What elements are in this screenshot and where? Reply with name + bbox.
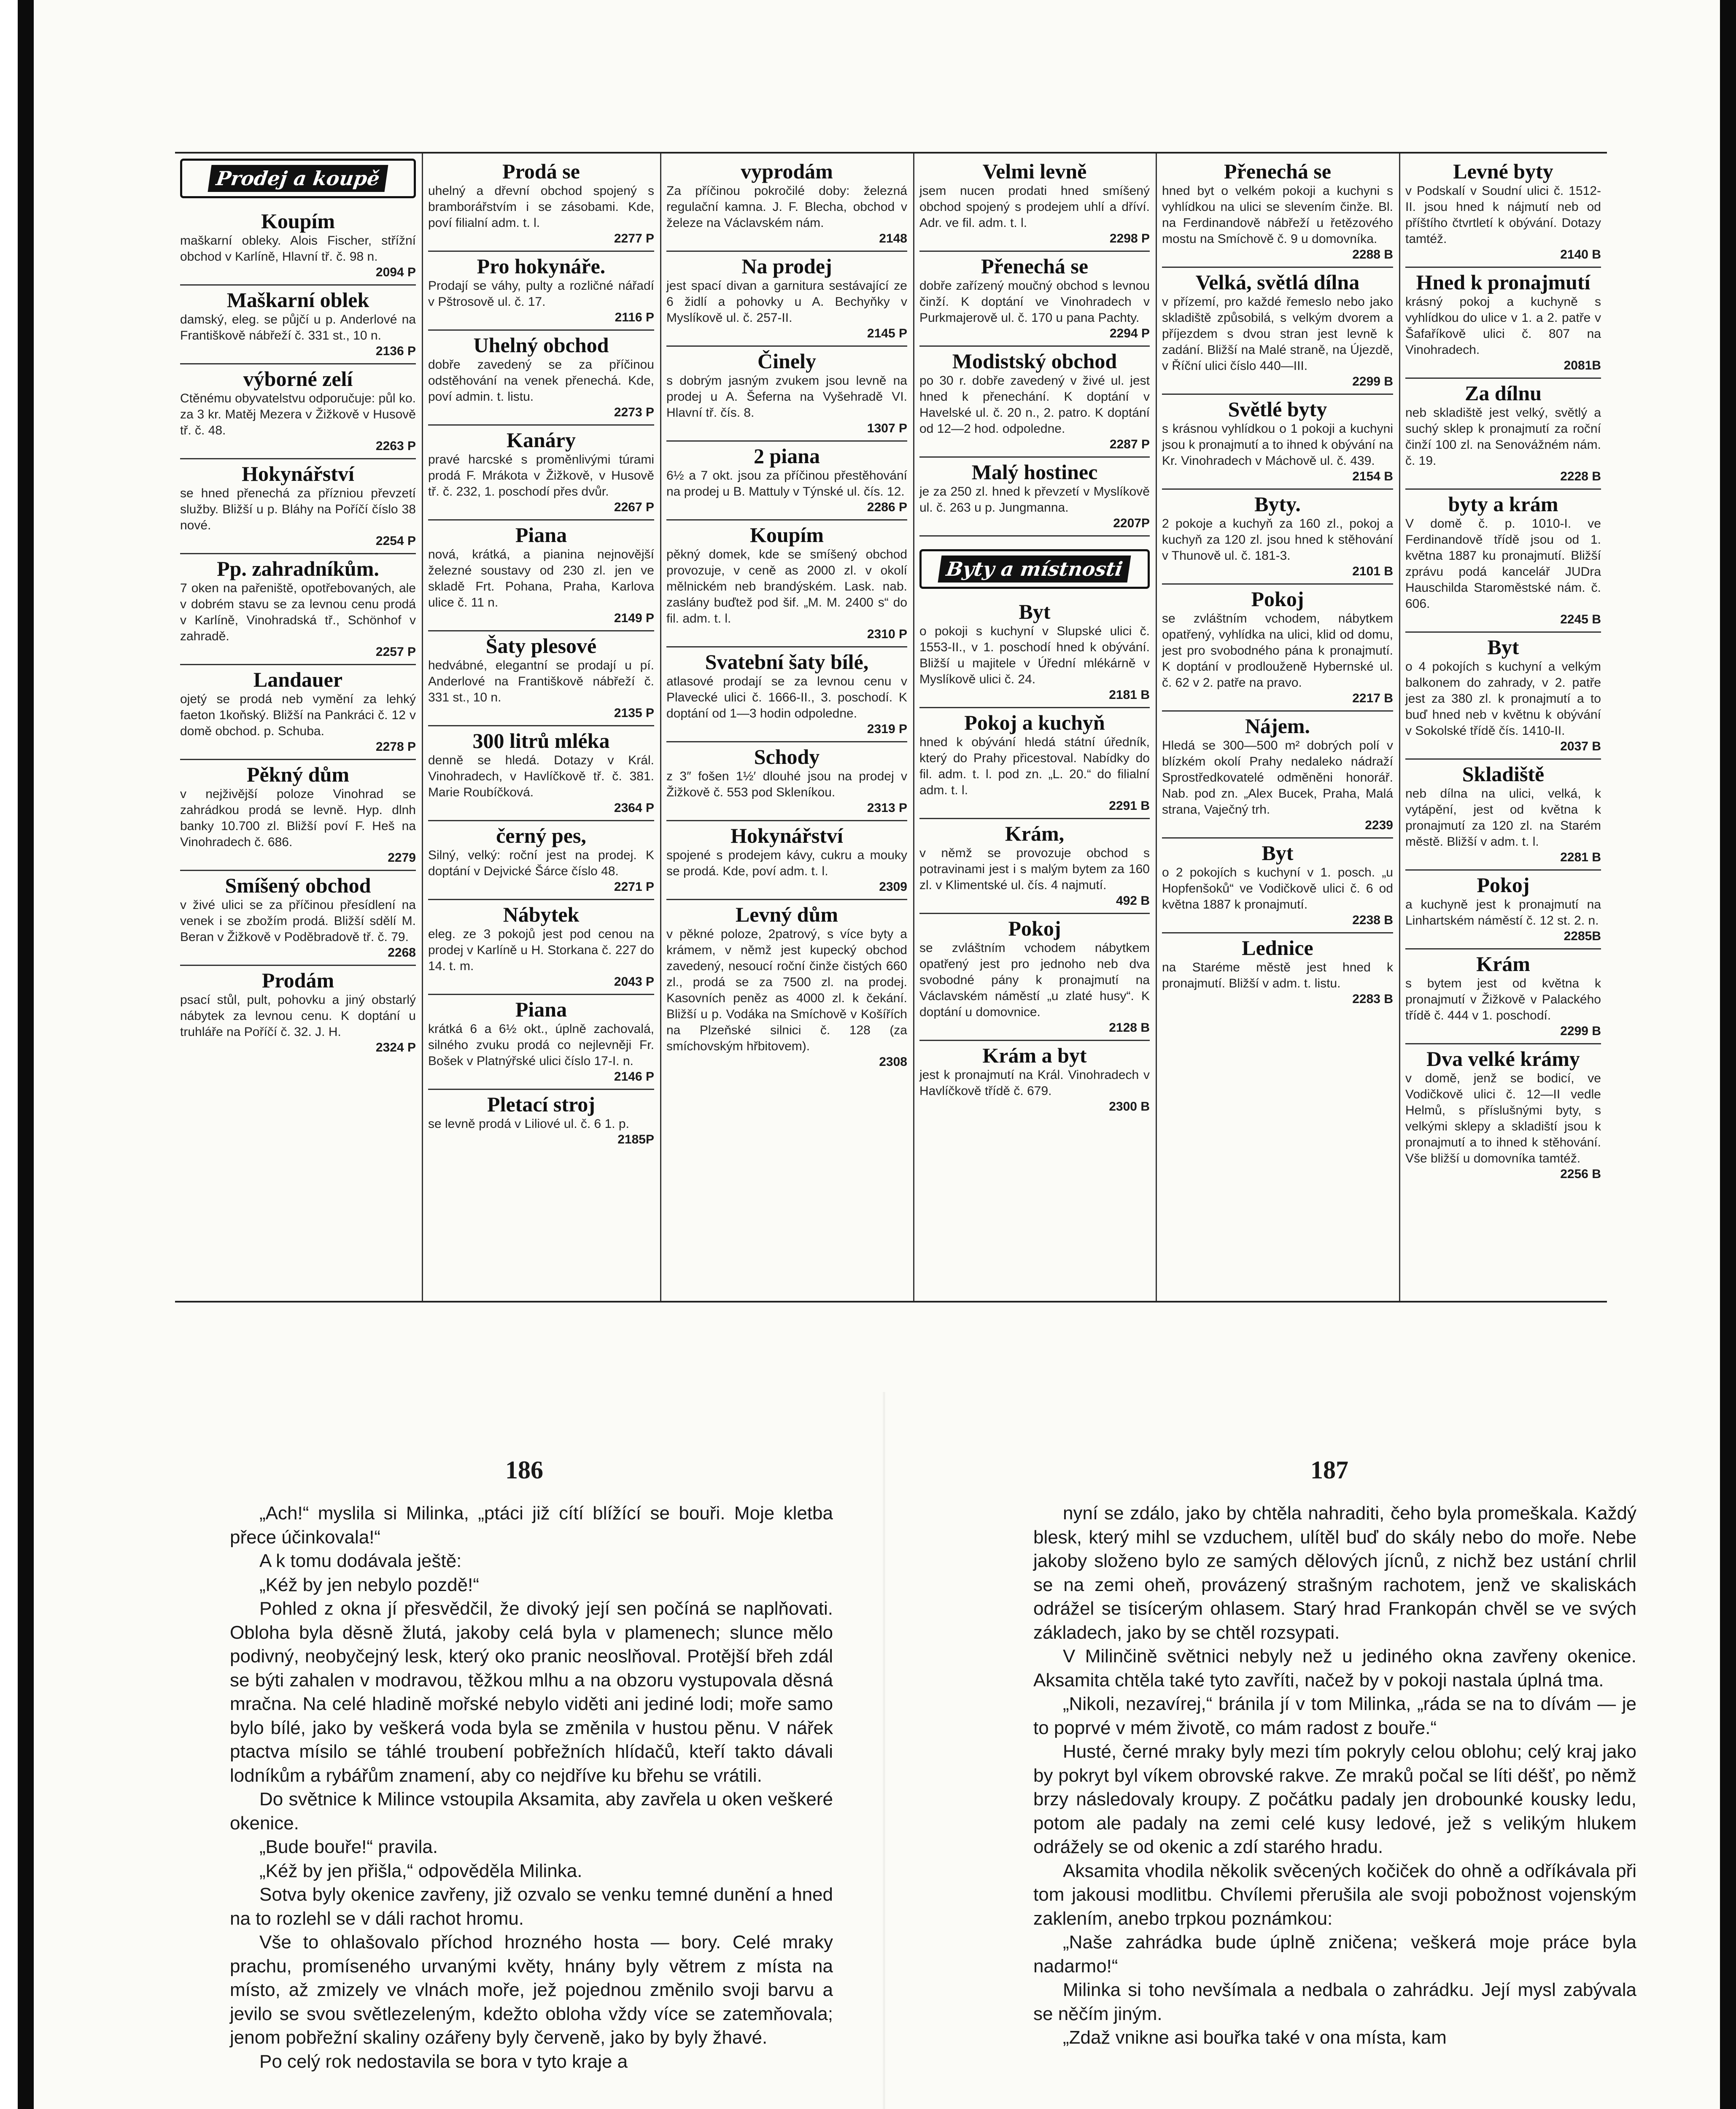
ads-column	[423, 154, 661, 1301]
ad-title: Koupím	[261, 209, 335, 233]
ad-code: 2263 P	[375, 439, 416, 453]
ad-text: dobře zavedený se za příčinou odstěhování na venek přenechá. Kde, poví admin. t. listu.	[428, 358, 654, 404]
ad-title: Lednice	[1242, 936, 1313, 960]
classified-ad	[1162, 395, 1393, 490]
ad-code: 2081B	[1563, 359, 1601, 372]
ad-title: Hned k pronajmutí	[1416, 270, 1590, 294]
ad-code: 2273 P	[614, 405, 654, 419]
ad-text: v živé ulici se za příčinou přesídlení na venek i se zbožím prodá. Bližší sdělí M. Beran v Žižkově v Poděbradově tř. č. 79.	[180, 898, 416, 944]
ad-code: 2149 P	[614, 611, 654, 625]
ad-code: 2181 B	[1109, 688, 1150, 702]
ad-title: Pletací stroj	[487, 1092, 595, 1116]
ad-title: Dva velké krámy	[1426, 1047, 1580, 1071]
ad-code: 2309	[879, 880, 907, 894]
classified-ad	[919, 458, 1150, 537]
ad-title: Světlé byty	[1228, 397, 1327, 421]
ad-title: Modistský obchod	[952, 349, 1117, 373]
ad-title: Krám a byt	[982, 1044, 1087, 1067]
ads-column	[1400, 154, 1607, 1301]
classified-ad	[919, 708, 1150, 819]
ad-text: v Podskalí v Soudní ulici č. 1512-II. jsou hned k nájmutí neb od příštího čtvrtletí k obývání. Dotazy tamtéž.	[1405, 184, 1601, 246]
ad-text: hned byt o velkém pokoji a kuchyni s vyhlídkou na ulici se slevením činže. Bl. na Ferdinandově nábřeží u řetězového mostu na Smíchově č. 9 u domovníka.	[1162, 184, 1393, 246]
ad-title: Šaty plesové	[485, 634, 597, 658]
ad-text: z 3″ fošen 1½′ dlouhé jsou na prodej v Žižkově č. 553 pod Skleníkou.	[666, 769, 907, 799]
ad-code: 2207P	[1113, 516, 1150, 530]
classified-ad	[428, 331, 654, 426]
ad-code: 2294 P	[1109, 326, 1150, 340]
classified-ad	[1405, 760, 1601, 871]
classified-ad	[666, 742, 907, 821]
story-paragraph: „Naše zahrádka bude úplně zničena; veškerá moje práce byla nadarmo!“	[1033, 1932, 1636, 1977]
classified-ad	[180, 760, 416, 871]
ad-code: 2281 B	[1560, 850, 1601, 864]
ad-code: 2154 B	[1352, 469, 1393, 483]
classified-ad	[428, 521, 654, 631]
ad-code: 2285B	[1563, 929, 1601, 943]
ad-title: Hokynářství	[242, 462, 354, 485]
ad-text: v němž se provozuje obchod s potravinami jest i s malým bytem za 160 zl. v Klimentské ul. čís. 4 najmutí.	[919, 846, 1150, 892]
ad-title: Koupím	[749, 523, 824, 547]
ad-title: Pokoj	[1008, 917, 1061, 940]
ad-text: o 4 pokojích s kuchyní a velkým balkonem do zahrady, v 2. patře jest za 380 zl. k pronajmutí a to buď hned neb v květnu k obývání v Sokolské třídě čís. 1410-II.	[1405, 660, 1601, 738]
ad-title: Na prodej	[741, 254, 832, 278]
story-paragraph: „Nikoli, nezavírej,“ bránila jí v tom Milinka, „ráda se na to dívám — je to poprvé v mém životě, co mám radost z bouře.“	[1033, 1694, 1636, 1738]
ad-title: Schody	[754, 745, 820, 769]
classified-ad	[1162, 490, 1393, 585]
ad-title: Kanáry	[507, 428, 576, 452]
ad-text: maškarní obleky. Alois Fischer, střížní obchod v Karlíně, Hlavní tř. č. 98 n.	[180, 234, 416, 264]
story-paragraph: Vše to ohlašovalo příchod hrozného hosta — bory. Celé mraky prachu, promíseného urvanými květy, hnány byly větrem z místa na místo, až zmizely ve vlnách moře, jež pojednou změnilo svoji barvu a jevilo se svou světlezeleným, kdežto obloha vždy více se zatemňovala; jenom pobřežní skaliny ozářeny byly červeně, jako by byly žhavé.	[230, 1932, 833, 2048]
ad-code: 2245 B	[1560, 612, 1601, 626]
story-paragraph: Milinka si toho nevšímala a nedbala o zahrádku. Její mysl zabývala se něčím jiným.	[1033, 1980, 1636, 2024]
ad-code: 2094 P	[375, 265, 416, 279]
page-fold	[882, 1392, 886, 2109]
classified-ad	[919, 252, 1150, 347]
ad-title: Piana	[515, 998, 567, 1021]
ad-text: jest k pronajmutí na Král. Vinohradech v Havlíčkově třídě č. 679.	[919, 1068, 1150, 1098]
ad-code: 2319 P	[867, 722, 907, 736]
story-column-left	[230, 1502, 833, 2074]
ad-text: Prodají se váhy, pulty a rozličné nářadí v Pštrosově ul. č. 17.	[428, 279, 654, 309]
classified-ad	[1405, 949, 1601, 1044]
section-header-flats	[919, 549, 1150, 589]
ads-column	[661, 154, 914, 1301]
ad-text: a kuchyně jest k pronajmutí na Linhartském náměstí č. 12 st. 2. n.	[1405, 898, 1601, 928]
ad-code: 2298 P	[1109, 232, 1150, 245]
ad-text: pěkný domek, kde se smíšený obchod provozuje, v ceně as 2000 zl. v okolí mělnickém neb brandýském. Lask. nab. zaslány buďtež pod šif. „M. M. 2400 s“ do fil. adm. t. l.	[666, 547, 907, 626]
classified-ad	[1405, 1044, 1601, 1186]
story-paragraph: „Zdaž vnikne asi bouřka také v ona místa, kam	[1063, 2027, 1447, 2048]
story-paragraph: „Bude bouře!“ pravila.	[259, 1837, 438, 1857]
classified-ad	[180, 207, 416, 286]
ad-code: 2136 P	[375, 344, 416, 358]
story-paragraph: nyní se zdálo, jako by chtěla nahraditi, čeho byla promeškala. Každý blesk, který mihl se vzduchem, ulítěl buď do skály nebo do moře. Nebe jakoby složeno bylo ze samých dělových jícnů, z nichž bez ustání chrlil se na zemi oheň, provázený strašným rachotem, jenž ve skaliskách odrážel se tisícerým ohlasem. Starý hrad Frankopán chvěl se ve svých základech, jako by se chtěl rozsypati.	[1033, 1503, 1636, 1643]
ad-text: se hned přenechá za přízniou převzetí služby. Bližší u p. Bláhy na Poříčí číslo 38 nové.	[180, 486, 416, 532]
ad-code: 2228 B	[1560, 469, 1601, 483]
ad-title: Činely	[757, 349, 816, 373]
ads-column	[1157, 154, 1400, 1301]
page-number-left: 186	[505, 1456, 543, 1484]
classified-ad	[919, 157, 1150, 252]
classified-ad	[428, 900, 654, 995]
ad-text: nová, krátká, a pianina nejnovější železné soustavy od 230 zl. jen ve skladě Frt. Pohana, Praha, Karlova ulice č. 11 n.	[428, 547, 654, 610]
ad-title: Pro hokynáře.	[477, 254, 606, 278]
ad-text: v pěkné poloze, 2patrový, s více byty a krámem, v němž jest kupecký obchod zavedený, nesoucí roční činže čistých 660 zl., prodá se za 7500 zl. na prodej. Kasovních peněz as 4000 zl. k čekání. Bližší u p. Vodáka na Smíchově v Košířích na Plzeňské silnici č. 128 (za smíchovským hřbitovem).	[666, 927, 907, 1053]
ad-title: Přenechá se	[1224, 159, 1332, 183]
ad-text: s dobrým jasným zvukem jsou levně na prodej u A. Šeferna na Vyšehradě VI. Hlavní tř. čís. 8.	[666, 374, 907, 420]
ad-code: 2313 P	[867, 801, 907, 815]
ad-text: V domě č. p. 1010-I. ve Ferdinandově třídě jsou od 1. května 1887 ku pronajmutí. Bližší zprávu podá kancelář JUDra Hauschilda Staroměstské nám. č. 606.	[1405, 517, 1601, 611]
ad-title: Krám,	[1005, 822, 1065, 845]
ad-text: 7 oken na pařeniště, opotřebovaných, ale v dobrém stavu se za levnou cenu prodá v Karlíně, Vinohradská tř., Schönhof v zahradě.	[180, 581, 416, 643]
section-header-sale	[180, 159, 416, 198]
ad-code: 2146 P	[614, 1070, 654, 1084]
ad-text: psací stůl, pult, pohovku a jiný obstarlý nábytek za levnou cenu. K doptání u truhláře na Poříčí č. 32. J. H.	[180, 993, 416, 1039]
ad-title: Velmi levně	[982, 159, 1087, 183]
classified-ad	[666, 442, 907, 521]
classified-ad	[666, 900, 907, 1074]
ad-text: hned k obývání hledá státní úředník, který do Prahy přicestoval. Nabídky do fil. adm. t. l. pod zn. „L. 20.“ do filialní adm. t. l.	[919, 735, 1150, 797]
ad-code: 2135 P	[614, 706, 654, 720]
classified-ad	[666, 821, 907, 900]
ad-text: v nejživější poloze Vinohrad se zahrádkou prodá se levně. Hyp. dlnh banky 10.700 zl. Bližší poví F. Heš na Vinohradech č. 686.	[180, 787, 416, 849]
ad-code: 2300 B	[1109, 1100, 1150, 1114]
ad-title: 300 litrů mléka	[472, 729, 610, 752]
ad-title: Nábytek	[503, 903, 580, 926]
classified-ad	[428, 157, 654, 252]
story-paragraph: Pohled z okna jí přesvědčil, že divoký její sen počíná se naplňovati. Obloha byla děsně žlutá, jakoby celá byla v plamenech; slunce mělo podivný, neobyčejný lesk, který oko pranic neoslňoval. Protější břeh zdál se býti zahalen v modravou, těžkou mlhu a na obzoru vystupovala děsná mračna. Na celé hladině mořské nebylo viděti ani jediné lodi; moře samo bylo bílé, jako by veškerá voda byla se změnila v hustou pěnu. V nářek ptactva mísilo se táhlé troubení pobřežních hlídačů, kteří takto dávali lodníkům a rybářům znamení, aby co nejdříve ku břehu se vrátili.	[230, 1598, 833, 1786]
ad-title: Skladiště	[1462, 762, 1545, 786]
ad-text: Za příčinou pokročilé doby: železná regulační kamna. J. F. Blecha, obchod v železe na Václavském nám.	[666, 184, 907, 230]
story-paragraph: Sotva byly okenice zavřeny, již ozvalo se venku temné dunění a hned na to rozlehl se v dáli rachot hromu.	[230, 1884, 833, 1929]
story-paragraph: Do světnice k Milince vstoupila Aksamita, aby zavřela u oken veškeré okenice.	[230, 1789, 833, 1834]
classified-ads-grid	[175, 152, 1607, 1303]
ad-text: se zvláštním vchodem nábytkem opatřený jest pro jednoho neb dva svobodné pány k pronajmutí na Václavském náměstí „u zlaté husy“. K doptání u domovnice.	[919, 941, 1150, 1019]
ad-title: Krám	[1476, 952, 1530, 976]
classified-ad	[1405, 633, 1601, 760]
classified-ad	[428, 726, 654, 821]
page-number-right: 187	[1310, 1456, 1348, 1484]
classified-ad	[428, 252, 654, 331]
ad-code: 2140 B	[1560, 248, 1601, 262]
ad-title: výborné zelí	[243, 367, 353, 391]
ad-code: 2254 P	[375, 534, 416, 548]
ad-text: o pokoji s kuchyní v Slupské ulici č. 1553-II., v 1. poschodí hned k obývání. Bližší u majitele v Úřední mlékárně v Myslíkově ulici č. 24.	[919, 624, 1150, 686]
ad-text: na Staréme městě jest hned k pronajmutí. Bližší v adm. t. listu.	[1162, 960, 1393, 990]
classified-ad	[919, 347, 1150, 458]
classified-ad	[919, 597, 1150, 708]
ad-text: Hledá se 300—500 m² dobrých polí v blízkém okolí Prahy nedaleko nádraží Sprostředkovatelé odměněni honorář. Nab. pod zn. „Alex Bucek, Praha, Malá strana, Vaječný trh.	[1162, 739, 1393, 817]
classified-ad	[180, 871, 416, 966]
ad-code: 2286 P	[867, 500, 907, 514]
classified-ad	[180, 665, 416, 760]
ad-code: 2217 B	[1352, 691, 1393, 705]
ad-code: 2116 P	[615, 310, 654, 324]
ad-text: jest spací divan a garnitura sestávající ze 6 židlí a pohovky u A. Bechyňky v Myslíkově ul. č. 257-II.	[666, 279, 907, 325]
ad-code: 2257 P	[375, 645, 416, 659]
classified-ad	[1405, 157, 1601, 268]
ad-code: 2128 B	[1109, 1021, 1150, 1035]
classified-ad	[1162, 933, 1393, 1011]
story-paragraph: Aksamita vhodila několik svěcených kočiček do ohně a odříkávala při tom jakousi modlitbu. Chvílemi přerušila ale svoji pobožnost vojenským zaklením, anebo trpkou poznámkou:	[1033, 1860, 1636, 1929]
ad-text: uhelný a dřevní obchod spojený s bramborářstvím i se zásobami. Kde, poví filialní adm. t. l.	[428, 184, 654, 230]
classified-ad	[428, 426, 654, 521]
ad-title: Byt	[1019, 600, 1051, 623]
section-header-label: Byty a místnosti	[938, 556, 1131, 583]
ad-title: Pp. zahradníkům.	[217, 557, 379, 580]
story-paragraph: V Milinčině světnici nebyly než u jediného okna zavřeny okenice. Aksamita chtěla také tyto zavříti, načež by v pokoji nastala úplná tma.	[1033, 1646, 1636, 1691]
classified-ad	[1405, 379, 1601, 490]
ad-text: neb skladiště jest velký, světlý a suchý sklep k pronajmutí za roční činží 100 zl. na Senovážném nám. č. 19.	[1405, 406, 1601, 468]
story-paragraph: Po celý rok nedostavila se bora v tyto kraje a	[259, 2051, 628, 2072]
ad-text: krátká 6 a 6½ okt., úplně zachovalá, silného zvuku prodá co nejlevněji Fr. Bošek v Platnýřské ulici číslo 17-I. n.	[428, 1022, 654, 1068]
ad-title: Byt	[1262, 841, 1294, 865]
ad-code: 2278 P	[375, 740, 416, 754]
ad-code: 1307 P	[867, 421, 907, 435]
classified-ad	[919, 1041, 1150, 1119]
ad-code: 2185P	[617, 1133, 654, 1146]
ad-text: Silný, velký: roční jest na prodej. K doptání v Dejvické Šárce číslo 48.	[428, 848, 654, 878]
classified-ad	[428, 821, 654, 900]
ad-code: 2310 P	[867, 627, 907, 641]
ad-text: hedvábné, elegantní se prodají u pí. Anderlové na Františkově nábřeží č. 331 st., 10 n.	[428, 658, 654, 704]
ad-text: je za 250 zl. hned k převzetí v Myslíkově ul. č. 263 u p. Jungmanna.	[919, 485, 1150, 515]
ad-code: 2279	[388, 851, 416, 865]
ad-code: 2043 P	[614, 975, 654, 989]
classified-ad	[180, 966, 416, 1060]
ad-code: 2324 P	[375, 1041, 416, 1054]
ad-title: Byt	[1487, 635, 1519, 659]
ad-code: 2287 P	[1109, 437, 1150, 451]
classified-ad	[1162, 157, 1393, 268]
ad-code: 492 B	[1116, 894, 1150, 908]
ad-text: spojené s prodejem kávy, cukru a mouky se prodá. Kde, poví adm. t. l.	[666, 848, 907, 878]
classified-ad	[428, 631, 654, 726]
ad-title: 2 piana	[753, 444, 820, 468]
ad-code: 2239	[1365, 818, 1393, 832]
classified-ad	[1162, 839, 1393, 933]
classified-ad	[428, 1090, 654, 1152]
ad-code: 2308	[879, 1055, 907, 1069]
ad-title: Pokoj a kuchyň	[964, 711, 1105, 734]
classified-ad	[666, 347, 907, 442]
ads-column	[914, 154, 1157, 1301]
classified-ad	[180, 286, 416, 364]
ad-title: Uhelný obchod	[473, 333, 609, 357]
ad-text: dobře zařízený moučný obchod s levnou činží. K doptání ve Vinohradech v Purkmajerově ul. č. 170 u pana Pachty.	[919, 279, 1150, 325]
ad-code: 2288 B	[1352, 248, 1393, 262]
ad-title: Pěkný dům	[246, 763, 350, 786]
ad-title: Levný dům	[735, 903, 838, 926]
ad-title: Za dílnu	[1464, 381, 1542, 405]
classified-ad	[666, 157, 907, 252]
ad-text: Ctěnému obyvatelstvu odporučuje: půl ko. za 3 kr. Matěj Mezera v Žižkově v Husově tř. č. 48.	[180, 391, 416, 437]
ad-code: 2267 P	[614, 500, 654, 514]
story-paragraph: „Kéž by jen nebylo pozdě!“	[259, 1574, 479, 1595]
ad-title: Pokoj	[1251, 587, 1304, 611]
ad-code: 2291 B	[1109, 799, 1150, 813]
ad-code: 2271 P	[614, 880, 654, 894]
ad-title: Pokoj	[1477, 873, 1530, 897]
ad-text: ojetý se prodá neb vymění za lehký faeton 1koňský. Bližší na Pankráci č. 12 v domě obchod. p. Schuba.	[180, 692, 416, 738]
ad-text: atlasové prodají se za levnou cenu v Plavecké ulici č. 1666-II., 3. poschodí. K doptání od 1—3 hodin odpoledne.	[666, 674, 907, 720]
ad-text: 6½ a 7 okt. jsou za příčinou přestěhování na prodej u B. Mattuly v Týnské ul. čís. 12.	[666, 469, 907, 499]
ad-text: eleg. ze 3 pokojů jest pod cenou na prodej v Karlíně u H. Storkana č. 227 do 14. t. m.	[428, 927, 654, 973]
ad-title: Byty.	[1254, 492, 1301, 516]
ad-title: Levné byty	[1453, 159, 1553, 183]
ad-text: krásný pokoj a kuchyně s vyhlídkou do ulice v 1. a 2. patře v Šafaříkově ulici č. 807 na Vinohradech.	[1405, 295, 1601, 357]
classified-ad	[1405, 490, 1601, 633]
ad-title: Nájem.	[1245, 714, 1310, 738]
classified-ad	[180, 554, 416, 665]
ad-code: 2268	[388, 946, 416, 960]
ad-title: Svatební šaty bílé,	[705, 650, 869, 674]
ad-text: v domě, jenž se bodicí, ve Vodičkově ulici č. 12—II vedle Helmů, s příslušnými byty, s velkými sklepy a skladiští jsou k pronajmutí a to ihned k stěhování. Vše bližší u domovníka tamtéž.	[1405, 1071, 1601, 1165]
ad-title: Malý hostinec	[971, 460, 1098, 484]
classified-ad	[666, 252, 907, 347]
ad-title: vyprodám	[741, 159, 833, 183]
ad-code: 2283 B	[1352, 992, 1393, 1006]
ad-title: Přenechá se	[981, 254, 1089, 278]
classified-ad	[180, 364, 416, 459]
ad-code: 2299 B	[1352, 375, 1393, 388]
ad-text: damský, eleg. se půjčí u p. Anderlové na Františkově nábřeží č. 331 st., 10 n.	[180, 313, 416, 343]
ad-code: 2238 B	[1352, 913, 1393, 927]
story-paragraph: Husté, černé mraky byly mezi tím pokryly celou oblohu; celý kraj jako by pokryt byl víkem obrovské rakve. Ze mraků počal se líti déšť, po němž brzy následovaly kroupy. Z počátku padaly jen drobounké kousky ledu, potom ale padaly na zemi celé kusy ledové, jež s velikým hlukem odrážely se od okenic a zdí starého hradu.	[1033, 1741, 1636, 1857]
ad-text: jsem nucen prodati hned smíšený obchod spojený s prodejem uhlí a dříví. Adr. ve fil. adm. t. l.	[919, 184, 1150, 230]
ad-title: černý pes,	[496, 824, 586, 847]
ad-text: s krásnou vyhlídkou o 1 pokoji a kuchyni jsou k pronajmutí a to ihned k obývání na Kr. Vinohradech v Máchově ul. č. 439.	[1162, 422, 1393, 468]
classified-ad	[1405, 871, 1601, 949]
classified-ad	[1162, 268, 1393, 395]
ad-text: o 2 pokojích s kuchyní v 1. posch. „u Hopfenšoků“ ve Vodičkově ulici č. 6 od května 1887 k pronajmutí.	[1162, 866, 1393, 912]
ad-text: neb dílna na ulici, velká, k vytápění, jest od května k pronajmutí za 120 zl. na Starém městě. Bližší v adm. t. l.	[1405, 787, 1601, 849]
ad-code: 2037 B	[1560, 739, 1601, 753]
ad-title: Smíšený obchod	[225, 874, 371, 897]
ad-code: 2364 P	[614, 801, 654, 815]
story-paragraph: A k tomu dodávala ještě:	[259, 1551, 462, 1571]
ad-text: po 30 r. dobře zavedený v živé ul. jest hned k přenechání. K doptání v Havelské ul. č. 20 n., 2. patro. K doptání od 12—2 hod. odpoledne.	[919, 374, 1150, 436]
classified-ad	[1162, 585, 1393, 712]
classified-ad	[666, 647, 907, 742]
ad-text: se levně prodá v Liliové ul. č. 6 1. p.	[428, 1117, 629, 1131]
scan-edge-right	[1720, 0, 1736, 2109]
story-column-right	[1033, 1502, 1636, 2050]
ad-text: 2 pokoje a kuchyň za 160 zl., pokoj a kuchyň za 120 zl. jsou hned k stěhování v Thunově ul. č. 181-3.	[1162, 517, 1393, 563]
ad-text: pravé harcské s proměnlivými túrami prodá F. Mrákota v Žižkově, v Husově tř. č. 232, 1. poschodí přes dvůr.	[428, 453, 654, 499]
classified-ad	[919, 914, 1150, 1041]
ad-code: 2101 B	[1352, 564, 1393, 578]
ad-code: 2299 B	[1560, 1024, 1601, 1038]
story-paragraph: „Ach!“ myslila si Milinka, „ptáci již cítí blížící se bouři. Moje kletba přece účinkovala!“	[230, 1503, 833, 1548]
classified-ad	[428, 995, 654, 1090]
story-paragraph: „Kéž by jen přišla,“ odpověděla Milinka.	[259, 1860, 582, 1881]
ad-title: Landauer	[253, 668, 343, 691]
ad-code: 2277 P	[614, 232, 654, 245]
ad-title: Maškarní oblek	[226, 288, 369, 312]
classified-ad	[1162, 712, 1393, 839]
classified-ad	[1405, 268, 1601, 379]
ad-text: se zvláštním vchodem, nábytkem opatřený, vyhlídka na ulici, klid od domu, jest pro svobodného pána k pronajmutí. K doptání v prodlouženě Hybernské ul. č. 62 v 2. patře na pravo.	[1162, 612, 1393, 690]
ad-code: 2145 P	[867, 326, 907, 340]
ad-title: byty a krám	[1448, 492, 1558, 516]
section-header-label: Prodej a koupě	[208, 165, 388, 192]
ad-title: Hokynářství	[731, 824, 843, 847]
ad-code: 2148	[879, 232, 907, 245]
ad-title: Velká, světlá dílna	[1195, 270, 1360, 294]
ad-text: s bytem jest od května k pronajmutí v Žižkově v Palackého třídě č. 444 v 1. poschodí.	[1405, 976, 1601, 1022]
classified-ad	[180, 459, 416, 554]
ad-title: Piana	[515, 523, 567, 547]
ads-column	[175, 154, 423, 1301]
ad-title: Prodá se	[502, 159, 580, 183]
ad-text: v přízemí, pro každé řemeslo nebo jako skladiště způsobilá, s velkým dvorem a příjezdem s dvou stran jest levně k zadání. Bližší na Malé straně, na Újezdě, v Říční ulici číslo 440—III.	[1162, 295, 1393, 373]
ad-title: Prodám	[261, 968, 334, 992]
scan-edge-left	[18, 0, 34, 2109]
classified-ad	[919, 819, 1150, 914]
ad-code: 2256 B	[1560, 1167, 1601, 1181]
classified-ad	[666, 521, 907, 647]
ad-text: denně se hledá. Dotazy v Král. Vinohradech, v Havlíčkově tř. č. 381. Marie Roubíčková.	[428, 753, 654, 799]
